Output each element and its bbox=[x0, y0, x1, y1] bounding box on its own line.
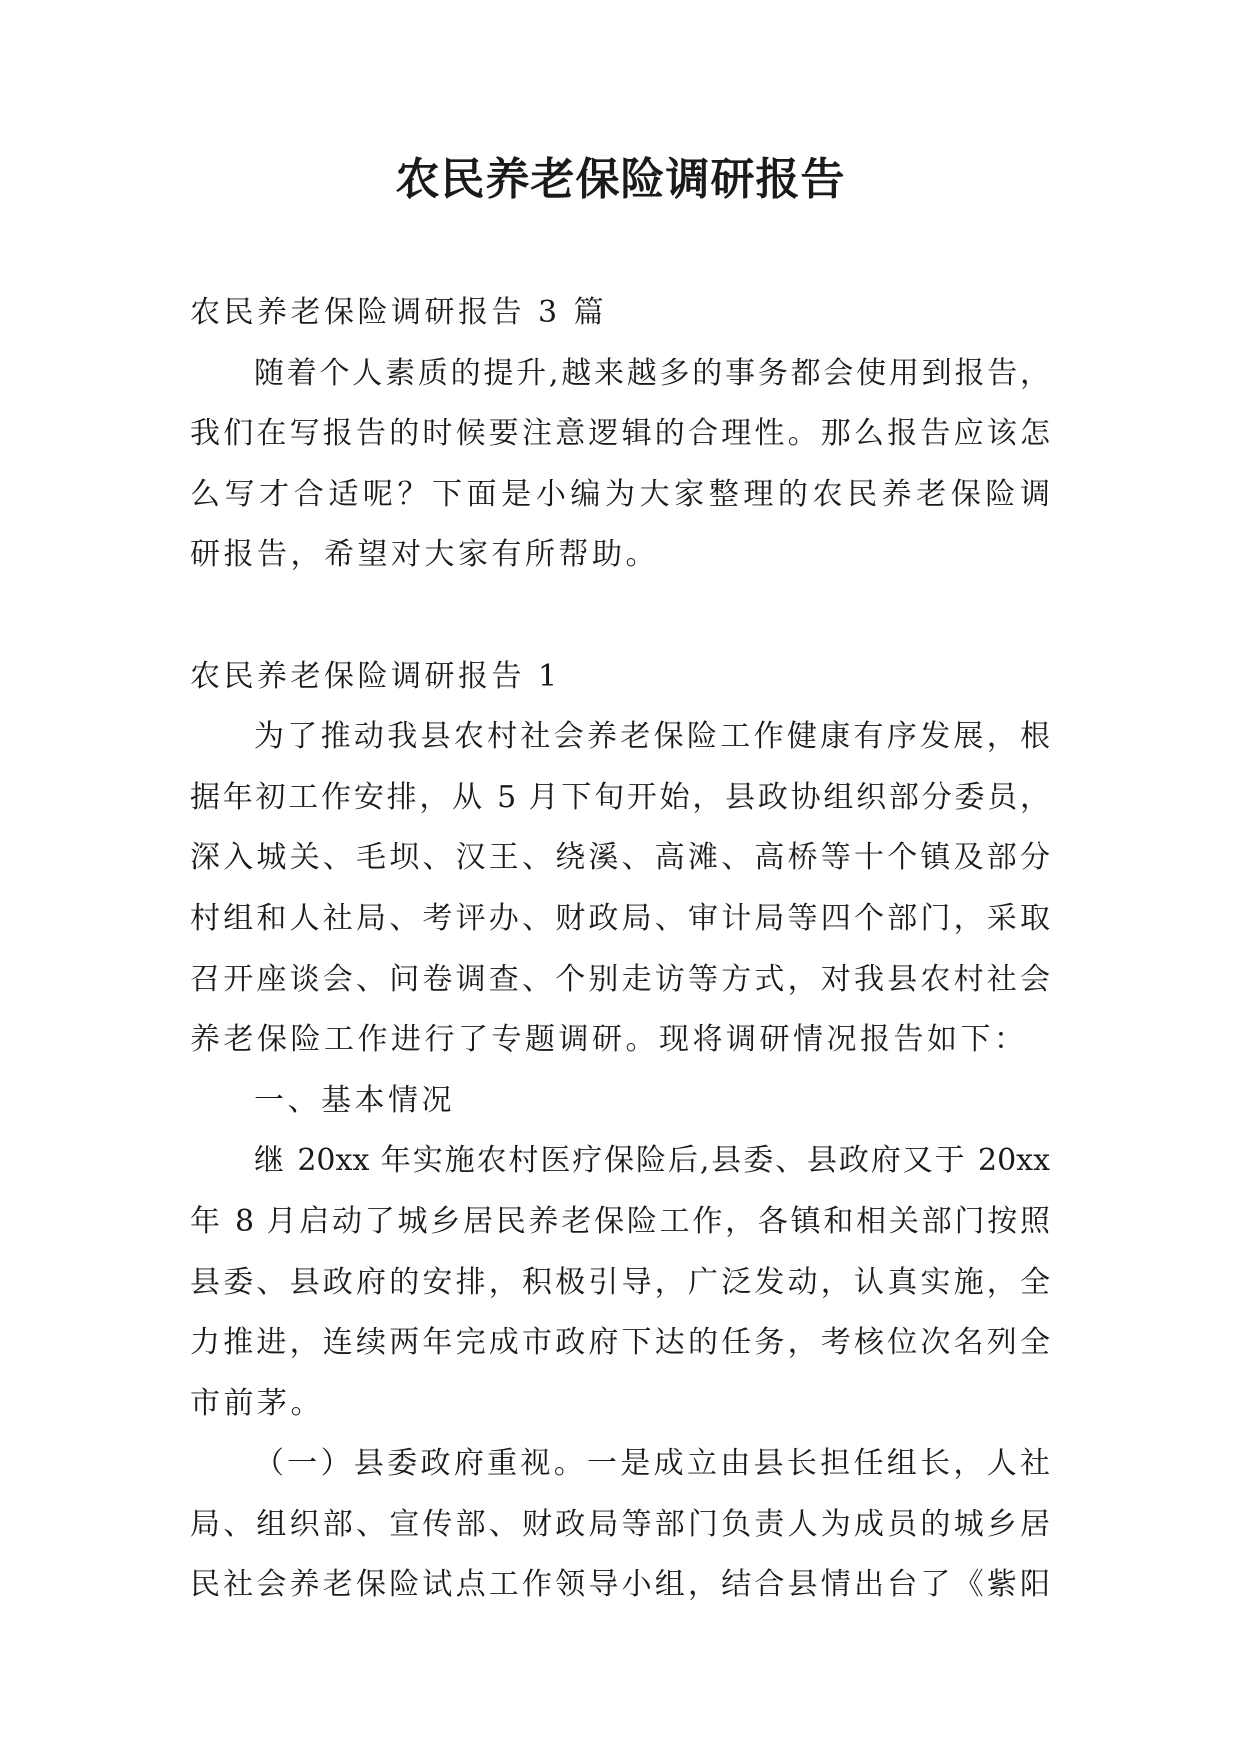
paragraph-line: 年 8 月启动了城乡居民养老保险工作，各镇和相关部门按照 bbox=[190, 1203, 1050, 1239]
paragraph-line: 养老保险工作进行了专题调研。现将调研情况报告如下： bbox=[190, 1022, 1028, 1058]
paragraph-line: 局、组织部、宣传部、财政局等部门负责人为成员的城乡居 bbox=[190, 1506, 1050, 1542]
paragraph-line: 力推进，连续两年完成市政府下达的任务，考核位次名列全 bbox=[190, 1325, 1050, 1361]
basic-situation-heading: 一、基本情况 bbox=[254, 1082, 455, 1118]
intro-line: 么写才合适呢？下面是小编为大家整理的农民养老保险调 bbox=[190, 476, 1050, 512]
document-subtitle: 农民养老保险调研报告 3 篇 bbox=[190, 295, 608, 330]
intro-line: 研报告，希望对大家有所帮助。 bbox=[190, 537, 659, 573]
paragraph-line: 为了推动我县农村社会养老保险工作健康有序发展，根 bbox=[254, 719, 1050, 755]
paragraph-line: 市前茅。 bbox=[190, 1385, 324, 1421]
paragraph-line: 召开座谈会、问卷调查、个别走访等方式，对我县农村社会 bbox=[190, 961, 1050, 997]
intro-line: 随着个人素质的提升,越来越多的事务都会使用到报告， bbox=[254, 355, 1050, 391]
intro-line: 我们在写报告的时候要注意逻辑的合理性。那么报告应该怎 bbox=[190, 416, 1050, 452]
paragraph-line: 县委、县政府的安排，积极引导，广泛发动，认真实施，全 bbox=[190, 1264, 1050, 1300]
document-title: 农民养老保险调研报告 bbox=[395, 154, 846, 205]
paragraph-line: 民社会养老保险试点工作领导小组，结合县情出台了《紫阳 bbox=[190, 1567, 1050, 1603]
paragraph-line: 深入城关、毛坝、汉王、绕溪、高滩、高桥等十个镇及部分 bbox=[190, 840, 1050, 876]
paragraph-line: 据年初工作安排，从 5 月下旬开始，县政协组织部分委员， bbox=[190, 779, 1050, 815]
paragraph-line: 继 20xx 年实施农村医疗保险后,县委、县政府又于 20xx bbox=[254, 1143, 1050, 1179]
paragraph-line: 村组和人社局、考评办、财政局、审计局等四个部门，采取 bbox=[190, 900, 1050, 936]
paragraph-line: （一）县委政府重视。一是成立由县长担任组长，人社 bbox=[254, 1446, 1050, 1482]
paragraph-gap bbox=[190, 586, 1050, 647]
document-body bbox=[190, 283, 1050, 1616]
section-heading: 农民养老保险调研报告 1 bbox=[190, 658, 561, 694]
